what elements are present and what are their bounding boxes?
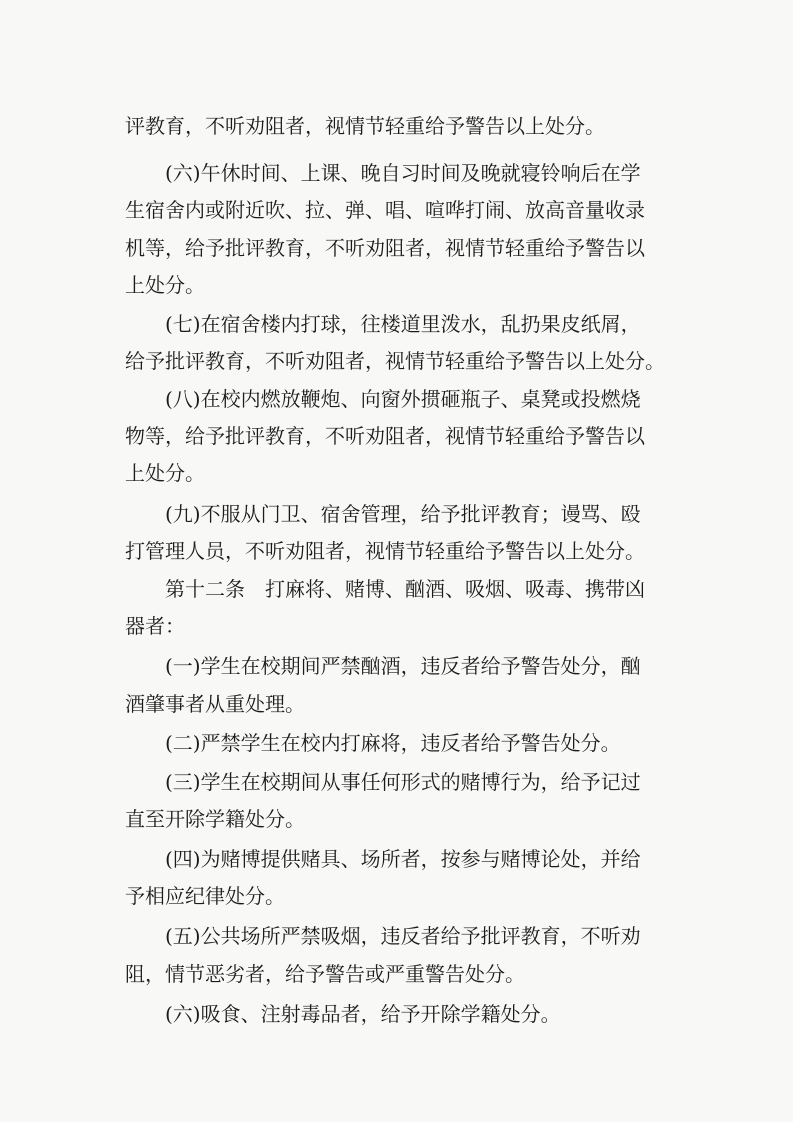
article-heading-line bbox=[165, 575, 645, 603]
paragraph-line: (九)不服从门卫、宿舍管理，给予批评教育；谩骂、殴 bbox=[165, 502, 641, 526]
paragraph-line: 器者： bbox=[125, 614, 185, 638]
paragraph-line: (八)在校内燃放鞭炮、向窗外掼砸瓶子、桌凳或投燃烧 bbox=[165, 387, 641, 411]
paragraph-line: 直至开除学籍处分。 bbox=[125, 807, 305, 831]
paragraph-line: (六)午休时间、上课、晚自习时间及晚就寝铃响后在学 bbox=[165, 161, 641, 185]
article-number: 第十二条 bbox=[165, 577, 245, 601]
article-text: 打麻将、赌博、酗酒、吸烟、吸毒、携带凶 bbox=[265, 577, 645, 601]
paragraph-line: 阻，情节恶劣者，给予警告或严重警告处分。 bbox=[125, 962, 525, 986]
paragraph-line: 物等，给予批评教育，不听劝阻者，视情节轻重给予警告以 bbox=[125, 424, 645, 448]
paragraph-line: (三)学生在校期间从事任何形式的赌博行为，给予记过 bbox=[165, 770, 641, 794]
paragraph-line: 生宿舍内或附近吹、拉、弹、唱、喧哗打闹、放高音量收录 bbox=[125, 198, 645, 222]
paragraph-line: (七)在宿舍楼内打球，往楼道里泼水，乱扔果皮纸屑， bbox=[165, 312, 641, 336]
paragraph-line: 予相应纪律处分。 bbox=[125, 884, 285, 908]
paragraph-line: 给予批评教育，不听劝阻者，视情节轻重给予警告以上处分。 bbox=[125, 349, 665, 373]
paragraph-line: 上处分。 bbox=[125, 273, 205, 297]
paragraph-line: (二)严禁学生在校内打麻将，违反者给予警告处分。 bbox=[165, 731, 621, 755]
paragraph-line: (一)学生在校期间严禁酗酒，违反者给予警告处分，酗 bbox=[165, 654, 641, 678]
paragraph-line: (四)为赌博提供赌具、场所者，按参与赌博论处，并给 bbox=[165, 847, 641, 871]
paragraph-line: 打管理人员，不听劝阻者，视情节轻重给予警告以上处分。 bbox=[125, 539, 645, 563]
paragraph-line: 酒肇事者从重处理。 bbox=[125, 692, 305, 716]
paragraph-line: 上处分。 bbox=[125, 461, 205, 485]
paragraph-line: 机等，给予批评教育，不听劝阻者，视情节轻重给予警告以 bbox=[125, 236, 645, 260]
paragraph-line: (五)公共场所严禁吸烟，违反者给予批评教育，不听劝 bbox=[165, 924, 641, 948]
paragraph-line: (六)吸食、注射毒品者，给予开除学籍处分。 bbox=[165, 1002, 561, 1026]
paragraph-line: 评教育，不听劝阻者，视情节轻重给予警告以上处分。 bbox=[125, 114, 605, 138]
